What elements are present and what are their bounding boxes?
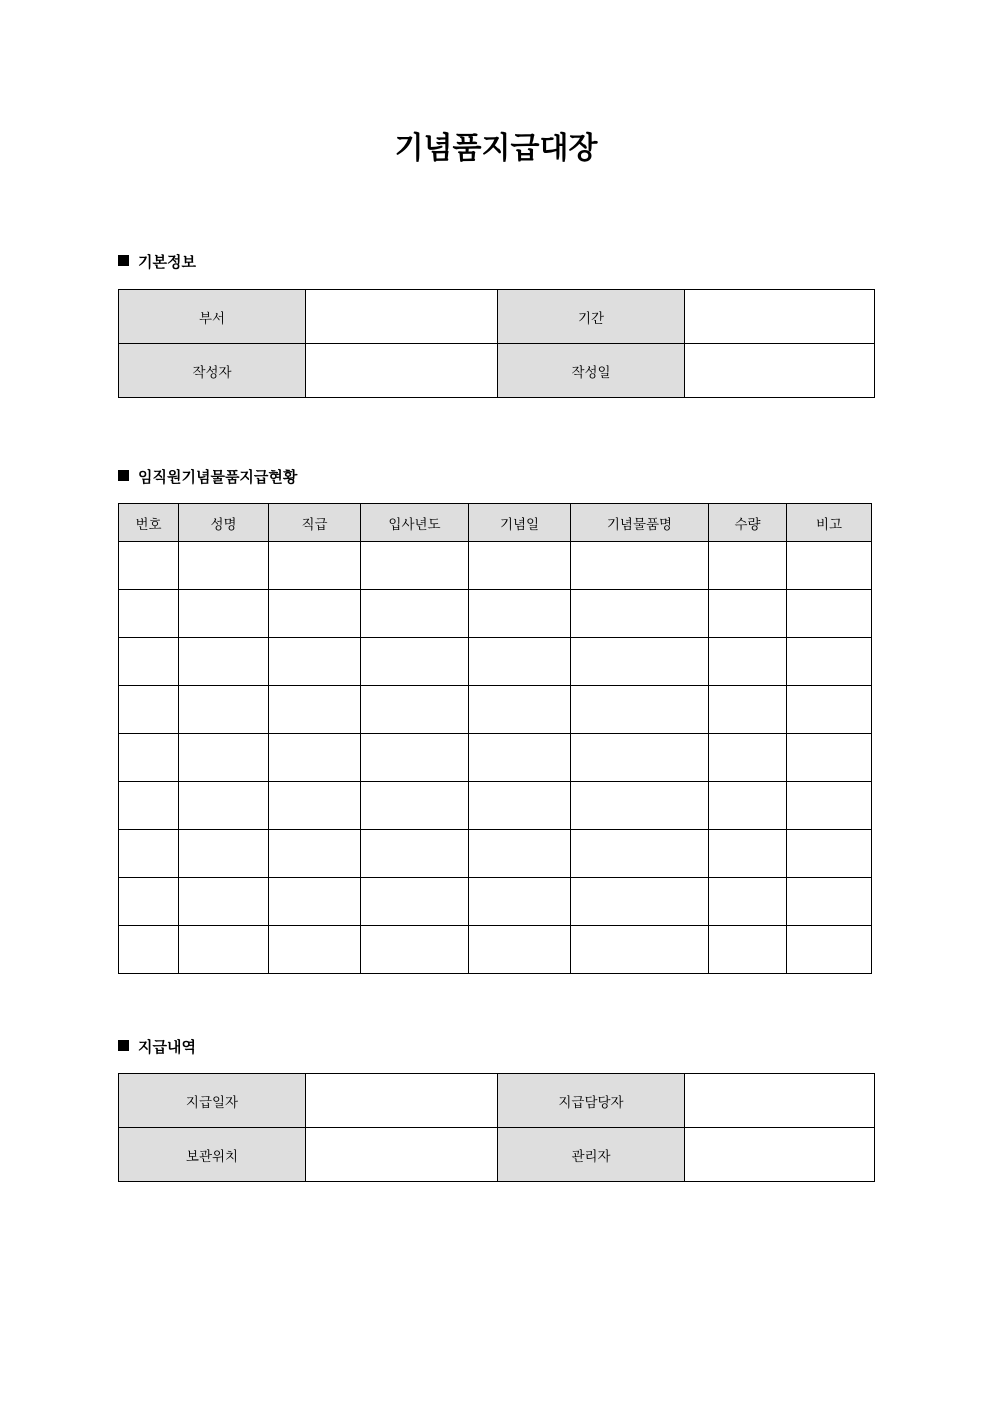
cell-number[interactable]	[119, 590, 179, 638]
cell-remarks[interactable]	[787, 734, 872, 782]
cell-quantity[interactable]	[709, 734, 787, 782]
field-label-payment-officer: 지급담당자	[498, 1074, 685, 1128]
cell-quantity[interactable]	[709, 542, 787, 590]
field-value-payment-officer[interactable]	[685, 1074, 875, 1128]
cell-rank[interactable]	[269, 878, 361, 926]
field-label-manager: 관리자	[498, 1128, 685, 1182]
column-header-remarks: 비고	[787, 504, 872, 542]
cell-quantity[interactable]	[709, 878, 787, 926]
cell-anniversary[interactable]	[469, 542, 571, 590]
section-heading-status-label: 임직원기념물품지급현황	[138, 468, 298, 486]
cell-anniversary[interactable]	[469, 926, 571, 974]
field-value-manager[interactable]	[685, 1128, 875, 1182]
square-bullet-icon	[118, 1040, 129, 1051]
cell-anniversary[interactable]	[469, 638, 571, 686]
cell-item-name[interactable]	[571, 686, 709, 734]
cell-anniversary[interactable]	[469, 734, 571, 782]
table-row	[119, 1128, 875, 1182]
cell-anniversary[interactable]	[469, 590, 571, 638]
cell-number[interactable]	[119, 638, 179, 686]
cell-remarks[interactable]	[787, 542, 872, 590]
cell-name[interactable]	[179, 830, 269, 878]
column-header-join-year: 입사년도	[361, 504, 469, 542]
cell-remarks[interactable]	[787, 926, 872, 974]
section-heading-detail	[118, 1038, 196, 1056]
field-value-payment-date[interactable]	[306, 1074, 498, 1128]
cell-name[interactable]	[179, 590, 269, 638]
cell-item-name[interactable]	[571, 734, 709, 782]
cell-item-name[interactable]	[571, 542, 709, 590]
cell-item-name[interactable]	[571, 830, 709, 878]
cell-anniversary[interactable]	[469, 878, 571, 926]
field-label-author: 작성자	[119, 344, 306, 398]
cell-anniversary[interactable]	[469, 782, 571, 830]
table-row	[119, 878, 872, 926]
cell-quantity[interactable]	[709, 638, 787, 686]
field-label-payment-date: 지급일자	[119, 1074, 306, 1128]
section-heading-status	[118, 468, 297, 486]
column-header-anniversary: 기념일	[469, 504, 571, 542]
cell-remarks[interactable]	[787, 686, 872, 734]
cell-name[interactable]	[179, 542, 269, 590]
square-bullet-icon	[118, 470, 129, 481]
souvenir-distribution-table	[118, 503, 872, 974]
cell-join-year[interactable]	[361, 542, 469, 590]
basic-info-table	[118, 289, 875, 398]
field-value-storage-location[interactable]	[306, 1128, 498, 1182]
cell-number[interactable]	[119, 830, 179, 878]
square-bullet-icon	[118, 255, 129, 266]
section-heading-detail-label: 지급내역	[138, 1038, 196, 1056]
table-row	[119, 926, 872, 974]
table-header-row	[119, 504, 872, 542]
table-row	[119, 290, 875, 344]
cell-join-year[interactable]	[361, 590, 469, 638]
cell-rank[interactable]	[269, 734, 361, 782]
cell-name[interactable]	[179, 878, 269, 926]
cell-number[interactable]	[119, 926, 179, 974]
cell-quantity[interactable]	[709, 686, 787, 734]
table-row	[119, 542, 872, 590]
cell-quantity[interactable]	[709, 590, 787, 638]
cell-quantity[interactable]	[709, 926, 787, 974]
cell-join-year[interactable]	[361, 782, 469, 830]
cell-anniversary[interactable]	[469, 830, 571, 878]
cell-number[interactable]	[119, 878, 179, 926]
field-value-author[interactable]	[306, 344, 498, 398]
cell-item-name[interactable]	[571, 878, 709, 926]
column-header-rank: 직급	[269, 504, 361, 542]
column-header-number: 번호	[119, 504, 179, 542]
field-value-period[interactable]	[685, 290, 875, 344]
field-label-created-date: 작성일	[498, 344, 685, 398]
cell-item-name[interactable]	[571, 590, 709, 638]
table-row	[119, 830, 872, 878]
cell-name[interactable]	[179, 782, 269, 830]
cell-rank[interactable]	[269, 926, 361, 974]
cell-join-year[interactable]	[361, 878, 469, 926]
field-label-storage-location: 보관위치	[119, 1128, 306, 1182]
section-heading-basic	[118, 253, 196, 271]
cell-remarks[interactable]	[787, 590, 872, 638]
cell-rank[interactable]	[269, 830, 361, 878]
cell-number[interactable]	[119, 686, 179, 734]
cell-remarks[interactable]	[787, 782, 872, 830]
section-heading-basic-label: 기본정보	[138, 253, 196, 271]
table-row	[119, 344, 875, 398]
cell-join-year[interactable]	[361, 638, 469, 686]
cell-rank[interactable]	[269, 590, 361, 638]
cell-item-name[interactable]	[571, 638, 709, 686]
field-label-period: 기간	[498, 290, 685, 344]
page-title: 기념품지급대장	[394, 131, 598, 166]
column-header-quantity: 수량	[709, 504, 787, 542]
cell-number[interactable]	[119, 542, 179, 590]
cell-quantity[interactable]	[709, 782, 787, 830]
cell-item-name[interactable]	[571, 782, 709, 830]
cell-rank[interactable]	[269, 782, 361, 830]
table-row	[119, 782, 872, 830]
cell-join-year[interactable]	[361, 830, 469, 878]
table-row	[119, 1074, 875, 1128]
table-row	[119, 734, 872, 782]
table-row	[119, 638, 872, 686]
cell-name[interactable]	[179, 926, 269, 974]
cell-remarks[interactable]	[787, 638, 872, 686]
cell-join-year[interactable]	[361, 686, 469, 734]
field-value-created-date[interactable]	[685, 344, 875, 398]
cell-join-year[interactable]	[361, 926, 469, 974]
payment-detail-table	[118, 1073, 875, 1182]
cell-name[interactable]	[179, 734, 269, 782]
field-label-department: 부서	[119, 290, 306, 344]
cell-anniversary[interactable]	[469, 686, 571, 734]
cell-quantity[interactable]	[709, 830, 787, 878]
column-header-name: 성명	[179, 504, 269, 542]
table-row	[119, 686, 872, 734]
column-header-item-name: 기념물품명	[571, 504, 709, 542]
cell-rank[interactable]	[269, 686, 361, 734]
cell-rank[interactable]	[269, 638, 361, 686]
cell-number[interactable]	[119, 734, 179, 782]
cell-name[interactable]	[179, 638, 269, 686]
cell-remarks[interactable]	[787, 878, 872, 926]
cell-rank[interactable]	[269, 542, 361, 590]
cell-join-year[interactable]	[361, 734, 469, 782]
cell-remarks[interactable]	[787, 830, 872, 878]
cell-name[interactable]	[179, 686, 269, 734]
cell-number[interactable]	[119, 782, 179, 830]
cell-item-name[interactable]	[571, 926, 709, 974]
field-value-department[interactable]	[306, 290, 498, 344]
table-row	[119, 590, 872, 638]
